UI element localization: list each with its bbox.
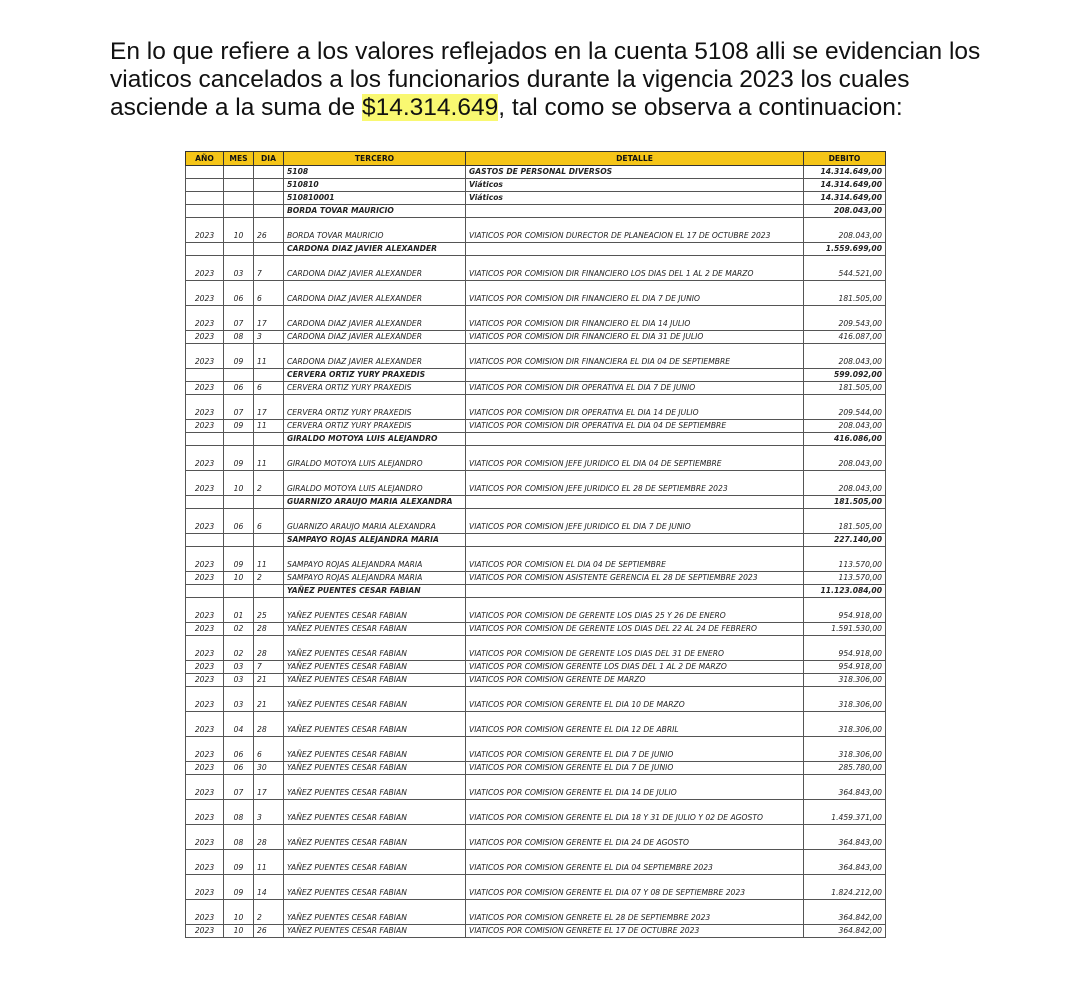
cell-year: 2023	[186, 762, 224, 775]
cell-month: 07	[224, 306, 254, 331]
table-row-subtotal	[186, 205, 886, 218]
table-row	[186, 598, 886, 623]
cell-third-party: BORDA TOVAR MAURICIO	[284, 218, 466, 243]
header-third-party: TERCERO	[284, 152, 466, 166]
cell-third-party: CARDONA DIAZ JAVIER ALEXANDER	[284, 243, 466, 256]
cell-third-party: CARDONA DIAZ JAVIER ALEXANDER	[284, 306, 466, 331]
cell-debit: 209.543,00	[804, 306, 886, 331]
cell-detail: VIATICOS POR COMISION JEFE JURIDICO EL DIA 04 DE SEPTIEMBRE	[466, 446, 804, 471]
cell-year	[186, 585, 224, 598]
cell-detail: VIATICOS POR COMISION GENRETE EL 28 DE SEPTIEMBRE 2023	[466, 900, 804, 925]
cell-third-party: CERVERA ORTIZ YURY PRAXEDIS	[284, 369, 466, 382]
cell-day: 28	[254, 636, 284, 661]
cell-year: 2023	[186, 925, 224, 938]
cell-day: 3	[254, 331, 284, 344]
table-row	[186, 509, 886, 534]
cell-debit: 1.459.371,00	[804, 800, 886, 825]
cell-third-party: YAÑEZ PUENTES CESAR FABIAN	[284, 762, 466, 775]
cell-day	[254, 585, 284, 598]
cell-day	[254, 205, 284, 218]
cell-detail	[466, 369, 804, 382]
cell-third-party: CERVERA ORTIZ YURY PRAXEDIS	[284, 382, 466, 395]
table-row-subtotal	[186, 166, 886, 179]
cell-day: 2	[254, 572, 284, 585]
cell-day: 6	[254, 281, 284, 306]
cell-debit: 318.306,00	[804, 687, 886, 712]
table-row	[186, 547, 886, 572]
table-row	[186, 712, 886, 737]
cell-year	[186, 534, 224, 547]
cell-third-party: YAÑEZ PUENTES CESAR FABIAN	[284, 674, 466, 687]
cell-year: 2023	[186, 674, 224, 687]
cell-third-party: YAÑEZ PUENTES CESAR FABIAN	[284, 800, 466, 825]
table-row	[186, 925, 886, 938]
header-month: MES	[224, 152, 254, 166]
cell-debit: 113.570,00	[804, 572, 886, 585]
cell-day	[254, 179, 284, 192]
cell-month: 10	[224, 900, 254, 925]
cell-day	[254, 166, 284, 179]
cell-detail: VIATICOS POR COMISION GERENTE EL DIA 04 SEPTIEMBRE 2023	[466, 850, 804, 875]
table-header-row	[186, 152, 886, 166]
cell-day: 14	[254, 875, 284, 900]
cell-month: 04	[224, 712, 254, 737]
cell-third-party: YAÑEZ PUENTES CESAR FABIAN	[284, 636, 466, 661]
cell-month	[224, 369, 254, 382]
cell-year	[186, 496, 224, 509]
cell-detail: VIATICOS POR COMISION DIR FINANCIERO EL DIA 31 DE JULIO	[466, 331, 804, 344]
cell-day: 11	[254, 344, 284, 369]
cell-detail	[466, 243, 804, 256]
cell-day: 7	[254, 256, 284, 281]
intro-text: En lo que refiere a los valores reflejados en la cuenta 5108 alli se evidencian los viaticos cancelados a los funcionarios durante la vigencia 2023 los cuales asciende a la suma de	[110, 38, 981, 121]
cell-detail: VIATICOS POR COMISION ASISTENTE GERENCIA EL 28 DE SEPTIEMBRE 2023	[466, 572, 804, 585]
cell-third-party: YAÑEZ PUENTES CESAR FABIAN	[284, 875, 466, 900]
cell-month: 08	[224, 825, 254, 850]
cell-detail: VIATICOS POR COMISION DIR FINANCIERO EL DIA 7 DE JUNIO	[466, 281, 804, 306]
cell-year: 2023	[186, 687, 224, 712]
cell-detail: VIATICOS POR COMISION DE GERENTE LOS DIAS 25 Y 26 DE ENERO	[466, 598, 804, 623]
table-row-subtotal	[186, 369, 886, 382]
cell-third-party: GUARNIZO ARAUJO MARIA ALEXANDRA	[284, 509, 466, 534]
cell-year	[186, 369, 224, 382]
cell-debit: 416.086,00	[804, 433, 886, 446]
cell-month	[224, 192, 254, 205]
cell-year: 2023	[186, 331, 224, 344]
cell-detail	[466, 205, 804, 218]
cell-day: 6	[254, 737, 284, 762]
table-row	[186, 636, 886, 661]
cell-detail: VIATICOS POR COMISION DIR FINANCIERA EL DIA 04 DE SEPTIEMBRE	[466, 344, 804, 369]
cell-third-party: YAÑEZ PUENTES CESAR FABIAN	[284, 825, 466, 850]
table-row	[186, 446, 886, 471]
cell-debit: 318.306,00	[804, 674, 886, 687]
table-row	[186, 850, 886, 875]
cell-debit: 208.043,00	[804, 344, 886, 369]
cell-third-party: CARDONA DIAZ JAVIER ALEXANDER	[284, 256, 466, 281]
cell-day	[254, 243, 284, 256]
cell-year: 2023	[186, 800, 224, 825]
cell-debit: 113.570,00	[804, 547, 886, 572]
table-row	[186, 306, 886, 331]
cell-third-party: CERVERA ORTIZ YURY PRAXEDIS	[284, 420, 466, 433]
intro-text-end: , tal como se observa a continuacion:	[498, 94, 903, 121]
cell-debit: 208.043,00	[804, 471, 886, 496]
table-row	[186, 331, 886, 344]
cell-third-party: YAÑEZ PUENTES CESAR FABIAN	[284, 737, 466, 762]
cell-year	[186, 166, 224, 179]
cell-third-party: GIRALDO MOTOYA LUIS ALEJANDRO	[284, 433, 466, 446]
cell-year: 2023	[186, 737, 224, 762]
cell-debit: 544.521,00	[804, 256, 886, 281]
cell-day: 11	[254, 547, 284, 572]
cell-third-party: YAÑEZ PUENTES CESAR FABIAN	[284, 623, 466, 636]
cell-month: 07	[224, 775, 254, 800]
table-row	[186, 661, 886, 674]
cell-debit: 14.314.649,00	[804, 179, 886, 192]
cell-month: 10	[224, 471, 254, 496]
cell-day	[254, 192, 284, 205]
cell-debit: 364.843,00	[804, 825, 886, 850]
cell-debit: 364.843,00	[804, 775, 886, 800]
cell-month	[224, 585, 254, 598]
cell-month: 09	[224, 420, 254, 433]
cell-day: 26	[254, 925, 284, 938]
cell-third-party: YAÑEZ PUENTES CESAR FABIAN	[284, 775, 466, 800]
cell-month: 09	[224, 875, 254, 900]
cell-debit: 208.043,00	[804, 218, 886, 243]
cell-debit: 954.918,00	[804, 598, 886, 623]
cell-detail	[466, 433, 804, 446]
cell-debit: 318.306,00	[804, 737, 886, 762]
table-row	[186, 875, 886, 900]
cell-year: 2023	[186, 598, 224, 623]
cell-third-party: YAÑEZ PUENTES CESAR FABIAN	[284, 712, 466, 737]
cell-third-party: SAMPAYO ROJAS ALEJANDRA MARIA	[284, 547, 466, 572]
cell-debit: 209.544,00	[804, 395, 886, 420]
cell-third-party: YAÑEZ PUENTES CESAR FABIAN	[284, 598, 466, 623]
cell-day: 28	[254, 825, 284, 850]
table-row	[186, 344, 886, 369]
cell-month	[224, 205, 254, 218]
header-day: DIA	[254, 152, 284, 166]
cell-detail: VIATICOS POR COMISION DIR FINANCIERO LOS DIAS DEL 1 AL 2 DE MARZO	[466, 256, 804, 281]
cell-day: 11	[254, 850, 284, 875]
cell-day: 26	[254, 218, 284, 243]
cell-year: 2023	[186, 900, 224, 925]
cell-debit: 14.314.649,00	[804, 192, 886, 205]
cell-month: 06	[224, 762, 254, 775]
table-row-subtotal	[186, 496, 886, 509]
cell-year: 2023	[186, 256, 224, 281]
table-row	[186, 825, 886, 850]
cell-day: 28	[254, 712, 284, 737]
cell-detail: VIATICOS POR COMISION GERENTE EL DIA 24 DE AGOSTO	[466, 825, 804, 850]
cell-debit: 181.505,00	[804, 382, 886, 395]
cell-day: 17	[254, 775, 284, 800]
cell-month	[224, 496, 254, 509]
cell-detail: Viáticos	[466, 192, 804, 205]
cell-month: 07	[224, 395, 254, 420]
cell-month: 10	[224, 218, 254, 243]
cell-year	[186, 243, 224, 256]
cell-debit: 954.918,00	[804, 636, 886, 661]
cell-third-party: BORDA TOVAR MAURICIO	[284, 205, 466, 218]
cell-third-party: CERVERA ORTIZ YURY PRAXEDIS	[284, 395, 466, 420]
cell-year: 2023	[186, 547, 224, 572]
cell-month: 06	[224, 382, 254, 395]
cell-day: 25	[254, 598, 284, 623]
cell-year: 2023	[186, 395, 224, 420]
cell-debit: 208.043,00	[804, 205, 886, 218]
cell-year: 2023	[186, 509, 224, 534]
cell-month	[224, 433, 254, 446]
cell-month: 09	[224, 446, 254, 471]
viaticos-ledger-table	[185, 151, 886, 938]
cell-third-party: YAÑEZ PUENTES CESAR FABIAN	[284, 661, 466, 674]
cell-debit: 11.123.084,00	[804, 585, 886, 598]
table-row-subtotal	[186, 433, 886, 446]
table-row-subtotal	[186, 585, 886, 598]
cell-debit: 208.043,00	[804, 420, 886, 433]
cell-year: 2023	[186, 382, 224, 395]
cell-day: 28	[254, 623, 284, 636]
cell-month	[224, 243, 254, 256]
cell-day: 21	[254, 687, 284, 712]
cell-third-party: YAÑEZ PUENTES CESAR FABIAN	[284, 900, 466, 925]
cell-year	[186, 205, 224, 218]
cell-detail: VIATICOS POR COMISION DIR FINANCIERO EL DIA 14 JULIO	[466, 306, 804, 331]
cell-year: 2023	[186, 623, 224, 636]
cell-year: 2023	[186, 636, 224, 661]
cell-day: 21	[254, 674, 284, 687]
cell-year	[186, 179, 224, 192]
header-debit: DEBITO	[804, 152, 886, 166]
cell-detail: VIATICOS POR COMISION GERENTE LOS DIAS DEL 1 AL 2 DE MARZO	[466, 661, 804, 674]
table-row	[186, 687, 886, 712]
cell-third-party: CARDONA DIAZ JAVIER ALEXANDER	[284, 344, 466, 369]
table-row-subtotal	[186, 534, 886, 547]
cell-detail: VIATICOS POR COMISION DURECTOR DE PLANEACION EL 17 DE OCTUBRE 2023	[466, 218, 804, 243]
table-row	[186, 395, 886, 420]
table-row	[186, 674, 886, 687]
cell-debit: 954.918,00	[804, 661, 886, 674]
cell-year: 2023	[186, 661, 224, 674]
table-row	[186, 218, 886, 243]
cell-detail: VIATICOS POR COMISION JEFE JURIDICO EL 28 DE SEPTIEMBRE 2023	[466, 471, 804, 496]
cell-debit: 227.140,00	[804, 534, 886, 547]
cell-month	[224, 179, 254, 192]
cell-month: 06	[224, 281, 254, 306]
cell-detail: VIATICOS POR COMISION GENRETE EL 17 DE OCTUBRE 2023	[466, 925, 804, 938]
cell-day	[254, 534, 284, 547]
cell-year: 2023	[186, 712, 224, 737]
cell-day: 17	[254, 395, 284, 420]
cell-year: 2023	[186, 572, 224, 585]
cell-detail: VIATICOS POR COMISION DE GERENTE LOS DIAS DEL 31 DE ENERO	[466, 636, 804, 661]
cell-detail: VIATICOS POR COMISION GERENTE EL DIA 10 DE MARZO	[466, 687, 804, 712]
table-row-subtotal	[186, 192, 886, 205]
cell-debit: 14.314.649,00	[804, 166, 886, 179]
cell-debit: 181.505,00	[804, 509, 886, 534]
cell-year: 2023	[186, 446, 224, 471]
cell-day: 17	[254, 306, 284, 331]
table-row	[186, 762, 886, 775]
cell-detail: VIATICOS POR COMISION DIR OPERATIVA EL DIA 04 DE SEPTIEMBRE	[466, 420, 804, 433]
cell-detail: Viáticos	[466, 179, 804, 192]
cell-day: 11	[254, 420, 284, 433]
table-row	[186, 900, 886, 925]
cell-month: 02	[224, 636, 254, 661]
header-detail: DETALLE	[466, 152, 804, 166]
cell-day: 7	[254, 661, 284, 674]
cell-third-party: SAMPAYO ROJAS ALEJANDRA MARIA	[284, 572, 466, 585]
intro-paragraph	[110, 38, 1010, 122]
cell-month: 09	[224, 344, 254, 369]
cell-day: 6	[254, 382, 284, 395]
cell-third-party: CARDONA DIAZ JAVIER ALEXANDER	[284, 281, 466, 306]
cell-third-party: YAÑEZ PUENTES CESAR FABIAN	[284, 687, 466, 712]
cell-debit: 1.824.212,00	[804, 875, 886, 900]
cell-debit: 208.043,00	[804, 446, 886, 471]
cell-year: 2023	[186, 218, 224, 243]
cell-year: 2023	[186, 825, 224, 850]
cell-day: 3	[254, 800, 284, 825]
table-row	[186, 572, 886, 585]
cell-year: 2023	[186, 420, 224, 433]
table-body	[186, 166, 886, 938]
cell-detail: VIATICOS POR COMISION DIR OPERATIVA EL DIA 7 DE JUNIO	[466, 382, 804, 395]
cell-third-party: GIRALDO MOTOYA LUIS ALEJANDRO	[284, 471, 466, 496]
table-row	[186, 281, 886, 306]
cell-detail: VIATICOS POR COMISION GERENTE EL DIA 12 DE ABRIL	[466, 712, 804, 737]
cell-debit: 364.842,00	[804, 925, 886, 938]
cell-detail	[466, 585, 804, 598]
cell-third-party: YAÑEZ PUENTES CESAR FABIAN	[284, 850, 466, 875]
cell-detail: VIATICOS POR COMISION EL DIA 04 DE SEPTIEMBRE	[466, 547, 804, 572]
cell-detail: VIATICOS POR COMISION GERENTE EL DIA 14 DE JULIO	[466, 775, 804, 800]
cell-detail: VIATICOS POR COMISION DE GERENTE LOS DIAS DEL 22 AL 24 DE FEBRERO	[466, 623, 804, 636]
table-row-subtotal	[186, 179, 886, 192]
table-row	[186, 256, 886, 281]
cell-day: 6	[254, 509, 284, 534]
cell-debit: 416.087,00	[804, 331, 886, 344]
table-row	[186, 471, 886, 496]
cell-debit: 1.591.530,00	[804, 623, 886, 636]
cell-year: 2023	[186, 306, 224, 331]
cell-month: 08	[224, 800, 254, 825]
cell-debit: 599.092,00	[804, 369, 886, 382]
cell-month: 10	[224, 572, 254, 585]
cell-month: 08	[224, 331, 254, 344]
cell-year	[186, 433, 224, 446]
cell-detail: GASTOS DE PERSONAL DIVERSOS	[466, 166, 804, 179]
cell-day	[254, 496, 284, 509]
cell-third-party: YAÑEZ PUENTES CESAR FABIAN	[284, 585, 466, 598]
cell-detail	[466, 496, 804, 509]
cell-month: 10	[224, 925, 254, 938]
cell-detail: VIATICOS POR COMISION GERENTE EL DIA 7 DE JUNIO	[466, 762, 804, 775]
cell-month: 03	[224, 674, 254, 687]
cell-month: 01	[224, 598, 254, 623]
cell-third-party: GIRALDO MOTOYA LUIS ALEJANDRO	[284, 446, 466, 471]
cell-third-party: YAÑEZ PUENTES CESAR FABIAN	[284, 925, 466, 938]
cell-day: 2	[254, 471, 284, 496]
cell-month: 03	[224, 661, 254, 674]
cell-month: 03	[224, 687, 254, 712]
cell-day: 2	[254, 900, 284, 925]
cell-day: 11	[254, 446, 284, 471]
cell-debit: 285.780,00	[804, 762, 886, 775]
cell-month: 09	[224, 547, 254, 572]
cell-year: 2023	[186, 281, 224, 306]
table-row-subtotal	[186, 243, 886, 256]
cell-month	[224, 534, 254, 547]
cell-detail: VIATICOS POR COMISION GERENTE EL DIA 18 Y 31 DE JULIO Y 02 DE AGOSTO	[466, 800, 804, 825]
cell-month	[224, 166, 254, 179]
cell-month: 06	[224, 737, 254, 762]
cell-year: 2023	[186, 850, 224, 875]
cell-detail: VIATICOS POR COMISION GERENTE DE MARZO	[466, 674, 804, 687]
cell-third-party: SAMPAYO ROJAS ALEJANDRA MARIA	[284, 534, 466, 547]
cell-day: 30	[254, 762, 284, 775]
table-row	[186, 775, 886, 800]
cell-year	[186, 192, 224, 205]
cell-debit: 364.843,00	[804, 850, 886, 875]
table-row	[186, 420, 886, 433]
cell-year: 2023	[186, 875, 224, 900]
cell-month: 02	[224, 623, 254, 636]
cell-month: 03	[224, 256, 254, 281]
cell-detail	[466, 534, 804, 547]
table-row	[186, 737, 886, 762]
cell-detail: VIATICOS POR COMISION GERENTE EL DIA 07 Y 08 DE SEPTIEMBRE 2023	[466, 875, 804, 900]
cell-month: 09	[224, 850, 254, 875]
cell-debit: 318.306,00	[804, 712, 886, 737]
cell-day	[254, 369, 284, 382]
cell-third-party: 5108	[284, 166, 466, 179]
cell-third-party: GUARNIZO ARAUJO MARIA ALEXANDRA	[284, 496, 466, 509]
cell-detail: VIATICOS POR COMISION DIR OPERATIVA EL DIA 14 DE JULIO	[466, 395, 804, 420]
cell-debit: 1.559.699,00	[804, 243, 886, 256]
cell-debit: 364.842,00	[804, 900, 886, 925]
cell-third-party: 510810	[284, 179, 466, 192]
highlighted-amount: $14.314.649	[361, 94, 499, 121]
cell-third-party: CARDONA DIAZ JAVIER ALEXANDER	[284, 331, 466, 344]
table-row	[186, 623, 886, 636]
cell-third-party: 510810001	[284, 192, 466, 205]
cell-month: 06	[224, 509, 254, 534]
table-row	[186, 382, 886, 395]
table-row	[186, 800, 886, 825]
cell-detail: VIATICOS POR COMISION GERENTE EL DIA 7 DE JUNIO	[466, 737, 804, 762]
cell-detail: VIATICOS POR COMISION JEFE JURIDICO EL DIA 7 DE JUNIO	[466, 509, 804, 534]
header-year: AÑO	[186, 152, 224, 166]
cell-year: 2023	[186, 471, 224, 496]
cell-debit: 181.505,00	[804, 496, 886, 509]
cell-year: 2023	[186, 344, 224, 369]
cell-day	[254, 433, 284, 446]
cell-year: 2023	[186, 775, 224, 800]
cell-debit: 181.505,00	[804, 281, 886, 306]
